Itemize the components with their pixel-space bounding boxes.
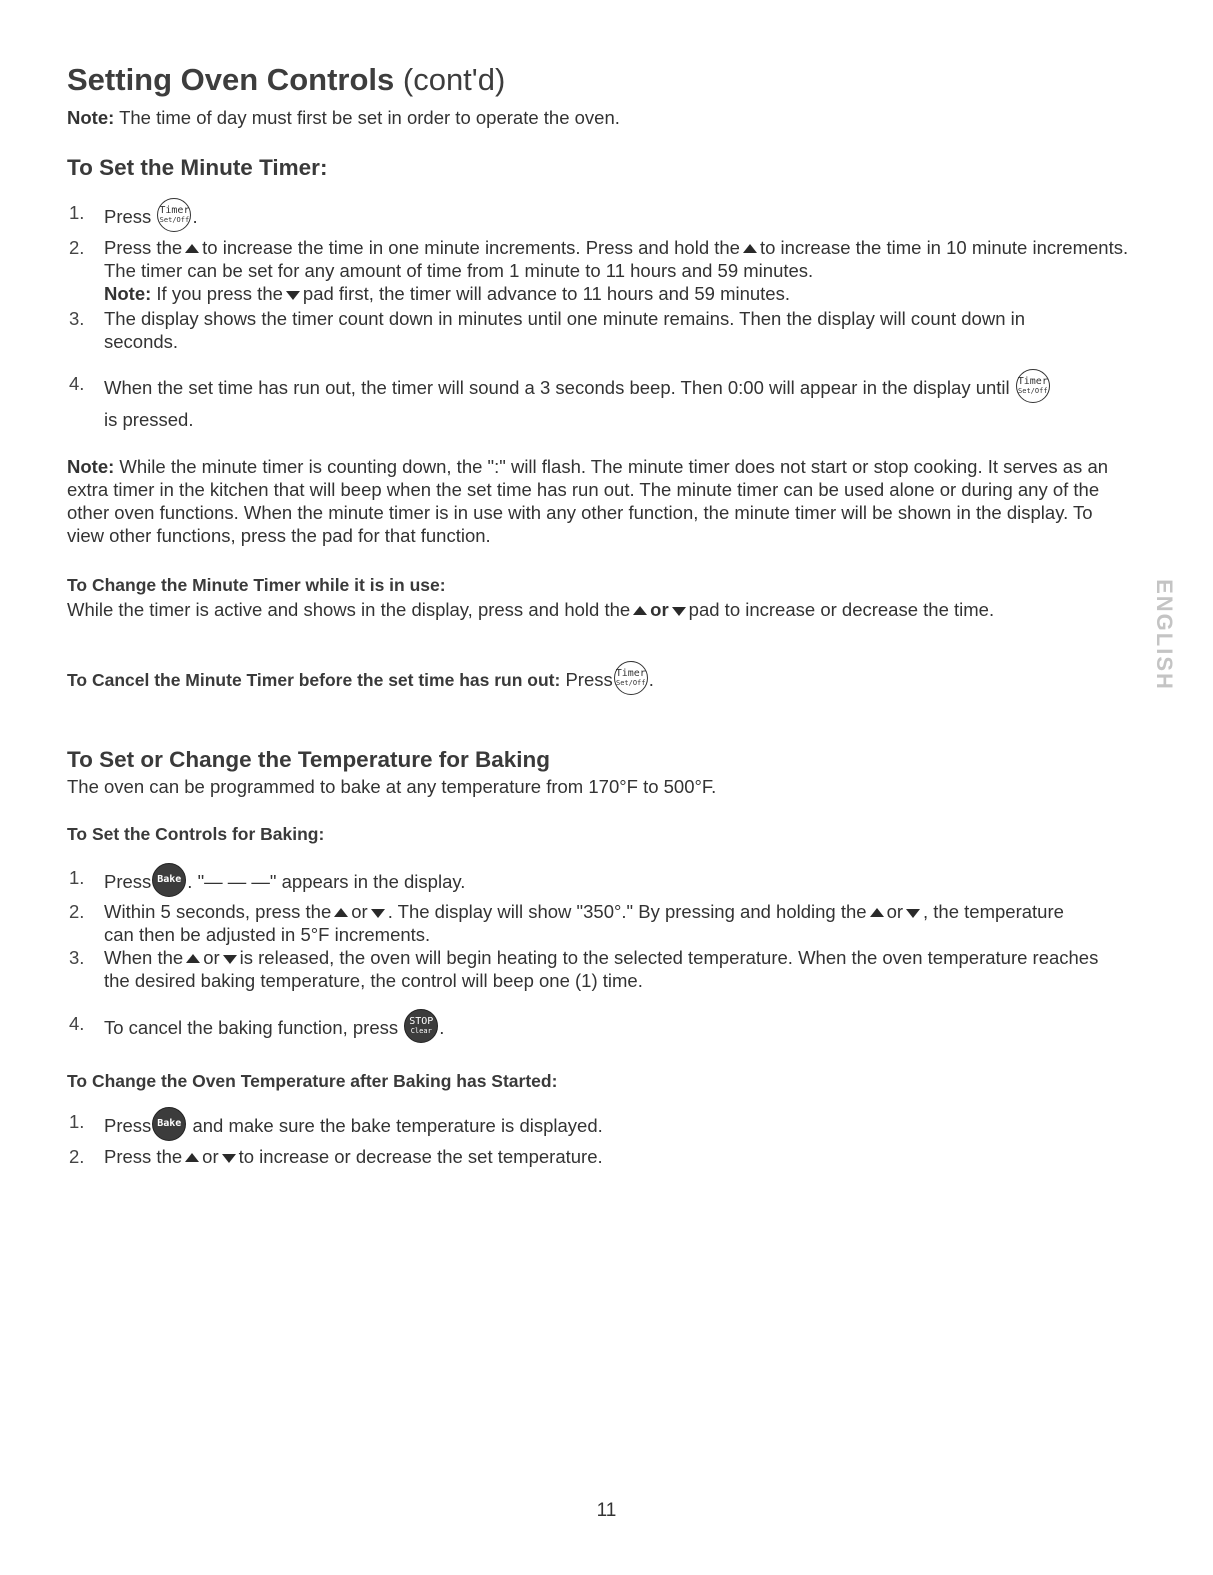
timer-note: Note: While the minute timer is counting down, the ":" will flash. The minute timer does not start or stop cooking. It serves as an extra timer in the kitchen that will beep when the set time has run out. The minute timer can be used alone or during any of the other oven functions. When the minute timer is in use with any other function, the minute timer will be shown in the display. To view other functions, press the pad for that function. [67,456,1109,546]
timer-step-3: The display shows the timer count down in minutes until one minute remains. Then the display will count down in seconds. [104,308,1026,352]
timer-step-4-cont: is pressed. [104,409,194,430]
up-arrow-icon [870,908,884,917]
down-arrow-icon [371,909,385,918]
down-arrow-icon [223,955,237,964]
up-arrow-icon [185,244,199,253]
bake-step-2: Within 5 seconds, press the or . The display will show "350°." By pressing and holding the or , the temperature can then be adjusted in 5°F increments. [104,901,1064,945]
page-number: 11 [596,1500,617,1521]
bake-heading: To Set or Change the Temperature for Baking [67,747,550,772]
down-arrow-icon [286,291,300,300]
up-arrow-icon [334,908,348,917]
up-arrow-icon [633,606,647,615]
step-number: 2. [69,237,85,258]
change-temp-step-2: Press the or to increase or decrease the set temperature. [104,1146,603,1167]
down-arrow-icon [222,1154,236,1163]
step-number: 2. [69,901,85,922]
cancel-timer-line: To Cancel the Minute Timer before the set time has run out: Press Timer Set/Off . [67,664,654,698]
side-tab [1140,560,1186,710]
timer-set-off-pad-icon: Timer Set/Off [614,661,648,695]
timer-set-off-pad-icon: Timer Set/Off [157,198,191,232]
step-number: 1. [69,1111,85,1132]
down-arrow-icon [672,607,686,616]
bake-pad-icon: Bake [152,863,186,897]
side-tab-label [1140,560,1186,710]
step-number: 1. [69,867,85,888]
bake-step-4: To cancel the baking function, press STOP Clear . [104,1012,1134,1046]
up-arrow-icon [185,1153,199,1162]
change-temp-step-1: Press Bake and make sure the bake temperature is displayed. [104,1110,1134,1144]
change-timer-text: While the timer is active and shows in the display, press and hold the or pad to increase or decrease the time. [67,599,995,620]
up-arrow-icon [186,954,200,963]
step-number: 3. [69,947,85,968]
timer-heading: To Set the Minute Timer: [67,155,328,180]
step-number: 3. [69,308,85,329]
title-suffix: (cont'd) [402,62,506,97]
bake-step-3: When the or is released, the oven will begin heating to the selected temperature. When the oven temperature reaches the desired baking temperature, the control will beep one (1) time. [104,947,1099,991]
timer-step-2: Press the to increase the time in one minute increments. Press and hold the to increase the time in 10 minute increments. The timer can be set for any amount of time from 1 minute to 11 hours and 59 minutes. Note: If you press the pad first, the timer will advance to 11 hours and 59 minutes. [104,237,1129,304]
step-number: 4. [69,373,85,394]
bake-step-1: Press Bake . "— — —" appears in the display. [104,866,1134,900]
header-note: Note: The time of day must first be set in order to operate the oven. [67,107,620,128]
bake-intro: The oven can be programmed to bake at any temperature from 170°F to 500°F. [67,776,717,797]
timer-step-4: When the set time has run out, the timer will sound a 3 seconds beep. Then 0:00 will appear in the display until Timer Set/Off [104,372,1134,406]
step-number: 2. [69,1146,85,1167]
change-temp-heading: To Change the Oven Temperature after Baking has Started: [67,1071,558,1091]
page-title [67,60,505,100]
up-arrow-icon [743,244,757,253]
svg-text:ENGLISH: ENGLISH [1152,579,1178,691]
timer-set-off-pad-icon: Timer Set/Off [1016,369,1050,403]
timer-step-1: Press Timer Set/Off . [104,201,1134,235]
change-timer-heading: To Change the Minute Timer while it is in use: [67,575,446,595]
bake-controls-heading: To Set the Controls for Baking: [67,824,325,844]
stop-clear-pad-icon: STOP Clear [404,1009,438,1043]
step-number: 4. [69,1013,85,1034]
bake-pad-icon: Bake [152,1107,186,1141]
step-number: 1. [69,202,85,223]
title-bold: Setting Oven Controls [67,62,395,97]
down-arrow-icon [906,909,920,918]
